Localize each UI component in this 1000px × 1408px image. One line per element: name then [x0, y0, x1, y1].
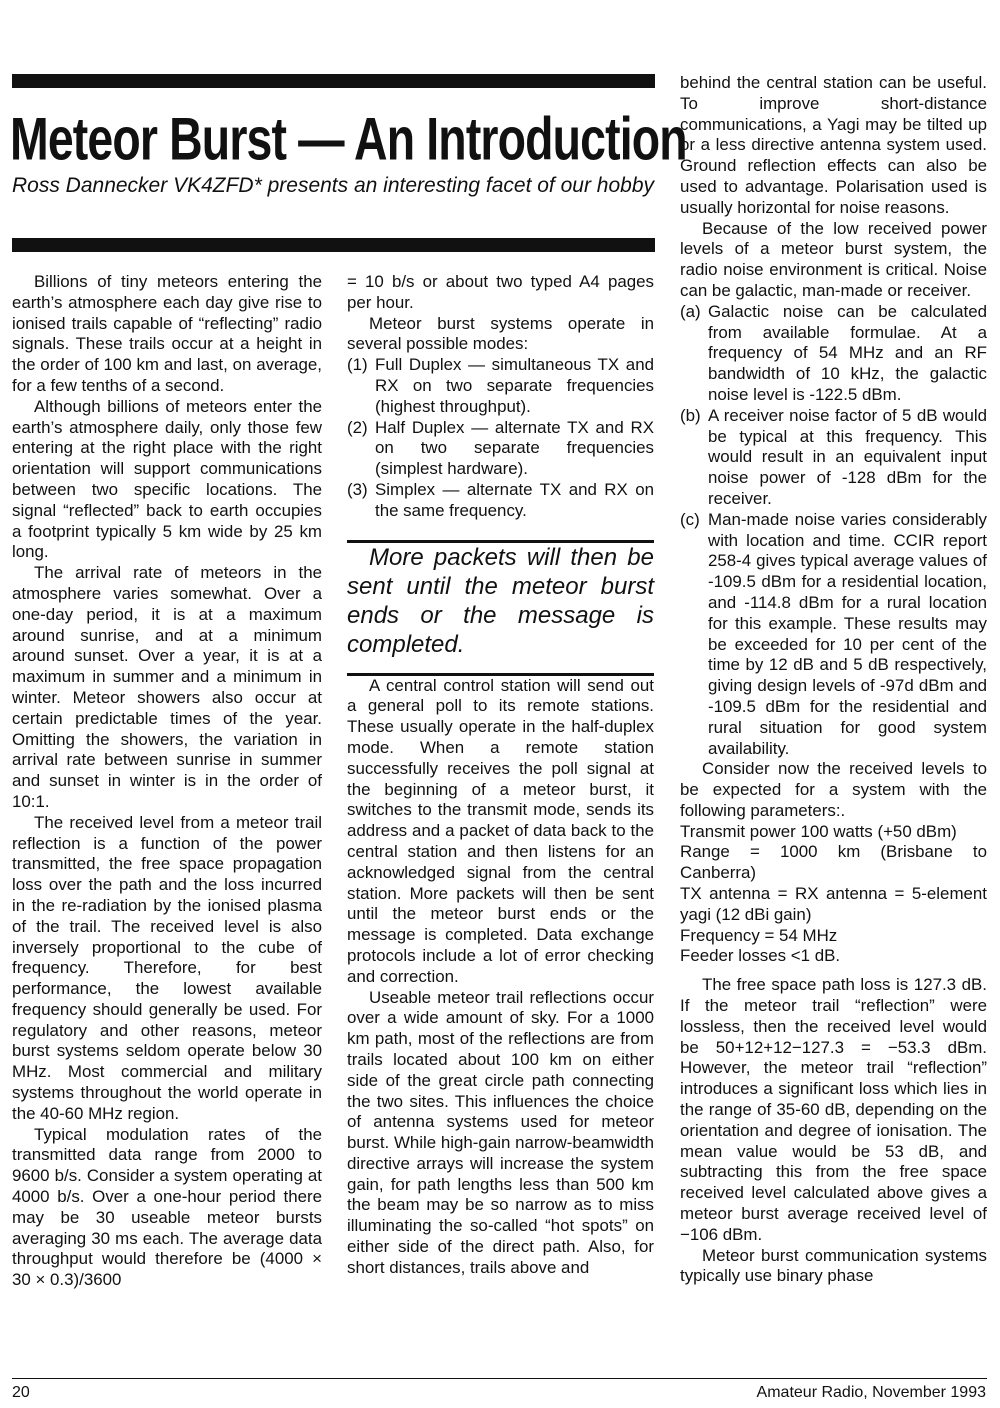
body-paragraph: Meteor burst systems operate in several possible modes: — [347, 313, 654, 354]
body-paragraph: Meteor burst communication systems typically use binary phase — [680, 1245, 987, 1286]
list-text: Galactic noise can be calculated from available formulae. At a frequency of 54 MHz and an RF bandwidth of 10 kHz, the galactic noise level is -122.5 dBm. — [708, 301, 987, 404]
footer-rule — [12, 1378, 987, 1379]
body-paragraph: Because of the low received power levels of a meteor burst system, the radio noise environment is critical. Noise can be galactic, man-made or receiver. — [680, 218, 987, 300]
modes-list — [347, 355, 654, 521]
article-subtitle: Ross Dannecker VK4ZFD* presents an interesting facet of our hobby — [12, 174, 654, 197]
parameter-line: Range = 1000 km (Brisbane to Canberra) — [680, 842, 987, 883]
subtitle-bottom-rule — [12, 238, 655, 252]
body-paragraph: The received level from a meteor trail reflection is a function of the power transmitted, the free space propagation loss over the path and the loss incurred in the re-radiation by the ionised plasma of the trail. The received level is also inversely proportional to the cube of frequency. Therefore, for best performance, the lowest available frequency should generally be used. For regulatory and other reasons, meteor burst systems seldom operate below 30 MHz. Most commercial and military systems throughout the world operate in the 40-60 MHz region. — [12, 812, 322, 1123]
noise-list — [680, 302, 987, 760]
body-paragraph: Typical modulation rates of the transmitted data range from 2000 to 9600 b/s. Consider a system operating at 4000 b/s. Over a one-hour period there may be 30 useable meteor bursts averaging 30 ms each. The average data throughput would therefore be (4000 × 30 × 0.3)/3600 — [12, 1124, 322, 1290]
body-paragraph: behind the central station can be useful. To improve short-distance communications, a Yagi may be tilted up or a less directive antenna system used. Ground reflection effects can also be used to advantage. Polarisation used is usually horizontal for noise reasons. — [680, 73, 987, 217]
body-paragraph: Consider now the received levels to be expected for a system with the following parameters:. — [680, 759, 987, 820]
body-paragraph: Useable meteor trail reflections occur over a wide amount of sky. For a 1000 km path, most of the reflections are from trails located about 100 km on either side of the great circle path connecting the two sites. This influences the choice of antenna systems used for meteor burst. While high-gain narrow-beamwidth directive arrays will increase the system gain, for path lengths less than 500 km the beam may be so narrow as to miss illuminating the so-called “hot spots” on either side of the direct path. Also, for short distances, trails above and — [347, 987, 654, 1277]
list-marker: (b) — [680, 405, 701, 425]
pull-quote — [347, 540, 654, 676]
list-marker: (1) — [347, 355, 368, 375]
parameter-line: Frequency = 54 MHz — [680, 925, 838, 945]
parameter-line: Transmit power 100 watts (+50 dBm) — [680, 821, 957, 841]
publication-line: Amateur Radio, November 1993 — [756, 1384, 986, 1401]
body-paragraph: = 10 b/s or about two typed A4 pages per hour. — [347, 272, 654, 312]
list-item — [347, 480, 654, 522]
list-text: Man-made noise varies considerably with location and time. CCIR report 258-4 gives typical average values of -109.5 dBm for a residential location, and -114.8 dBm for a rural location for this example. These results may be exceeded for 10 per cent of the time by 12 dB and 5 dB respectively, giving design levels of -97d dBm and -109.5 dBm for the residential and rural situation for good system availability. — [708, 509, 987, 758]
list-text: Half Duplex — alternate TX and RX on two separate frequencies (simplest hardware). — [375, 417, 654, 479]
pull-quote-text: More packets will then be sent until the meteor burst ends or the message is completed. — [347, 543, 654, 658]
column-1 — [12, 272, 322, 1291]
list-item — [347, 418, 654, 480]
body-paragraph: The free space path loss is 127.3 dB. If the meteor trail “reflection” were lossless, then the received level would be 50+12+12−127.3 = −53.3 dBm. However, the meteor trail “reflection” introduces a significant loss which lies in the range of 35-60 dB, depending on the orientation and degree of ionisation. The mean value would be 53 dB, and subtracting this from the free space received level calculated above gives a meteor burst average received level of −106 dBm. — [680, 975, 987, 1244]
list-text: Simplex — alternate TX and RX on the same frequency. — [375, 479, 654, 520]
title-top-rule — [12, 74, 655, 88]
column-3 — [680, 73, 987, 1287]
article-title: Meteor Burst — An Introduction — [10, 105, 687, 173]
body-paragraph: Although billions of meteors enter the earth’s atmosphere daily, only those few entering at the right place with the right orientation will support communications between two specific locations. The signal “reflected” back to earth occupies a footprint typically 5 km wide by 25 km long. — [12, 396, 322, 562]
parameter-line: TX antenna = RX antenna = 5-element yagi (12 dBi gain) — [680, 884, 987, 924]
list-marker: (2) — [347, 417, 368, 437]
list-item — [680, 302, 987, 406]
body-paragraph: A central control station will send out a general poll to its remote stations. These usually operate in the half-duplex mode. When a remote station successfully receives the poll signal at the beginning of a meteor burst, it switches to the transmit mode, sends its address and a packet of data back to the central station and then listens for an acknowledged signal from the central station. More packets will then be sent until the meteor burst ends or the message is completed. Data exchange protocols include a lot of error checking and correction. — [347, 675, 654, 986]
list-text: A receiver noise factor of 5 dB would be typical at this frequency. This would result in an equivalent input noise power of -128 dBm for the receiver. — [708, 405, 987, 508]
body-paragraph: The arrival rate of meteors in the atmosphere varies somewhat. Over a one-day period, it is at a maximum around sunrise, and at a minimum around sunset. Over a year, it is at a maximum in summer and a minimum in winter. Meteor showers also occur at certain predictable times of the year. Omitting the showers, the variation in arrival rate between sunrise in summer and sunset in winter is in the order of 10:1. — [12, 563, 322, 811]
parameter-line: Feeder losses <1 dB. — [680, 946, 841, 966]
body-paragraph: Billions of tiny meteors entering the earth’s atmosphere each day give rise to ionised trails capable of “reflecting” radio signals. These trails occur at a height in the order of 100 km and last, on average, for a few tenths of a second. — [12, 272, 322, 395]
page-number: 20 — [12, 1384, 30, 1401]
list-marker: (3) — [347, 479, 368, 499]
column-2 — [347, 272, 654, 1279]
list-marker: (a) — [680, 301, 701, 321]
list-text: Full Duplex — simultaneous TX and RX on two separate frequencies (highest throughput). — [375, 355, 654, 416]
list-item — [347, 355, 654, 417]
list-item — [680, 510, 987, 760]
list-item — [680, 406, 987, 510]
list-marker: (c) — [680, 509, 700, 529]
